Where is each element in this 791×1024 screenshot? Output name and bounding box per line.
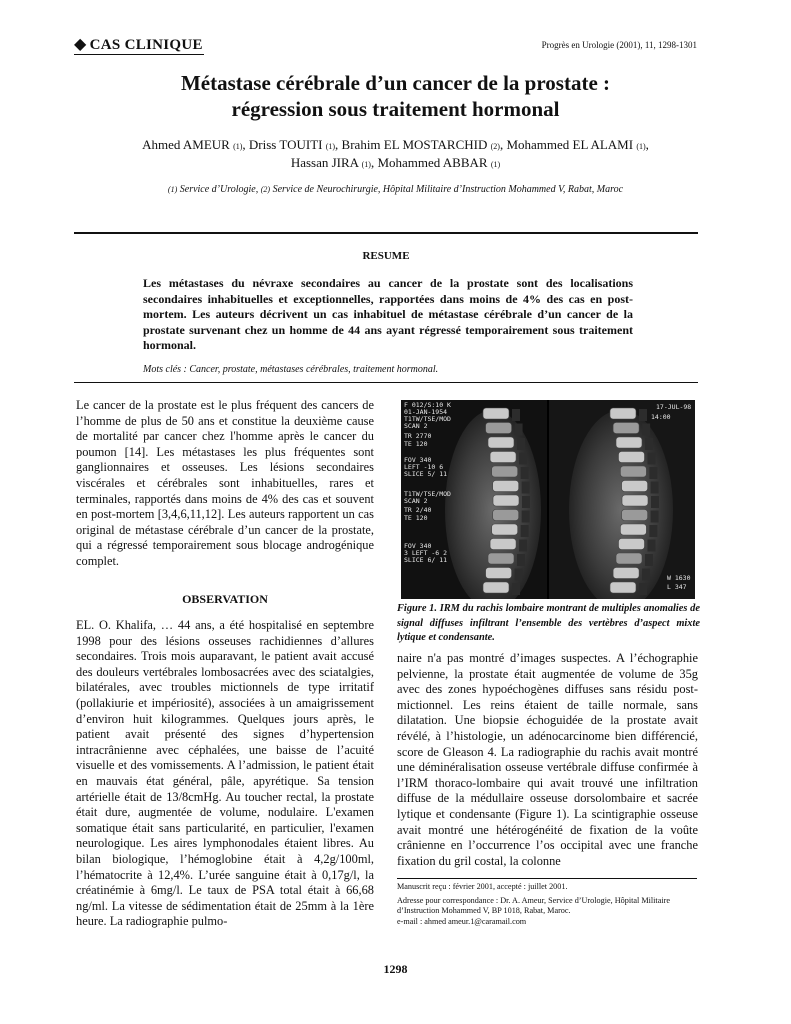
footnote-received: Manuscrit reçu : février 2001, accepté : juillet 2001. [397,882,568,891]
mri-overlay-text: FOV 340 [404,456,432,464]
author-affiliation: (1) [361,160,371,169]
affiliation-text: Service de Neurochirurgie, Hôpital Militaire d’Instruction Mohammed V, Rabat, Maroc [272,184,624,195]
figure-caption: Figure 1. IRM du rachis lombaire montrant de multiples anomalies de signal diffuses infiltrant l’ensemble des vertèbres d’aspect mixte lytique et condensante. [397,603,700,643]
section-tag [74,34,203,54]
author-name: Mohammed EL ALAMI [506,137,634,152]
abstract-divider [74,382,698,383]
mri-figure [401,400,695,599]
mri-overlay-text: T1TW/TSE/MOD [404,490,451,498]
author-name: Brahim EL MOSTARCHID [341,137,488,152]
affiliations [60,184,731,195]
mri-overlay-text: TE 120 [404,514,428,522]
keywords: Mots clés : Cancer, prostate, métastases cérébrales, traitement hormonal. [143,364,439,375]
author-name: Mohammed ABBAR [377,155,488,170]
mri-overlay-text: F 012/S:10 K [404,401,451,409]
affiliation-text: Service d’Urologie, [179,184,259,195]
mri-overlay-text: TR 2770 [404,432,432,440]
footnote-email: e-mail : ahmed ameur.1@caramail.com [397,917,527,926]
author-name: Ahmed AMEUR [142,137,230,152]
mri-overlay-text: SLICE 5/ 11 [404,470,448,478]
mri-overlay-text: SCAN 2 [404,497,428,505]
title-line-2: régression sous traitement hormonal [231,97,560,121]
mri-overlay-text: SCAN 2 [404,422,428,430]
mri-overlay-text: 3 LEFT -6 2 [404,549,448,557]
author-name: Hassan JIRA [290,155,359,170]
affiliation-number: (2) [260,185,271,194]
intro-paragraph: Le cancer de la prostate est le plus fréquent des cancers de l’homme de plus de 50 ans et constitue la deuxième cause de mortalité par cancer chez l'homme après le cancer du poumon [14]. Les métastases les plus fréquentes sont ganglionnaires et osseuses. Les lésions secondaires viscérales et cérébrales sont inhabituelles, rares et terminales, rapportés dans moins de 4% des cas et souvent en post-mortem [3,4,6,11,12]. Les auteurs rapportent un cas original de métastase cérébrale d’un cancer de la prostate, qui a régressé temporairement sous blocage androgénique complet. [76,398,374,568]
mri-date: 17-JUL-98 [656,403,692,411]
mri-overlay-text: LEFT -10 6 [404,463,444,471]
observation-paragraph: EL. O. Khalifa, … 44 ans, a été hospitalisé en septembre 1998 pour des lésions osseuses rachidiennes d’allures secondaires. Trois mois auparavant, le patient avait accusé des douleurs vertébrales lombosacrées avec des sciatalgies, bilatérales, avec troubles mictionnels de type irritatif (pollakiurie et impériosité), associées à un amaigrissement d’environ huit kilogrammes. Quelques jours après, le patient avait présenté des signes d’hypertension intracrânienne avec céphalées, une baisse de l’acuité visuelle et des vomissements. A l’admission, le patient était en mauvais état général, pâle, apyrétique. Sa tension artérielle était de 13/8cmHg. Au toucher rectal, la prostate était dure, augmentée de volume, nodulaire. L'examen somatique était sans particularité, en particulier, l'examen neurologique. Les aires lymphonodales étaient libres. Au bilan biologique, l’hémoglobine était à 4,2g/100ml, l’hématocrite à 12,4%. L’urée sanguine était à 0,17g/l, la créatinémie à 6mg/l. Le taux de PSA total était à 66,68 ng/ml. La vitesse de sédimentation était de 25mm à la 1ère heure. La radiographie pulmo- [76,618,374,929]
author-list: Ahmed AMEUR (1), Driss TOUITI (1), Brahim EL MOSTARCHID (2), Mohammed EL ALAMI (1), Hassan JIRA (1), Mohammed ABBAR (1) [142,137,649,170]
author-affiliation: (1) [490,160,501,169]
mri-level: L 347 [667,583,687,591]
diamond-icon: ◆ [74,36,87,53]
mri-overlay-text: 01-JAN-1954 [404,408,448,416]
author-affiliation: (1) [233,142,243,151]
abstract-text: Les métastases du névraxe secondaires au cancer de la prostate sont des localisations secondaires inhabituelles et exceptionnelles, rapportées dans moins de 4% des cas en post-mortem. Les auteurs décrivent un cas inhabituel de métastase cérébrale d’un cancer de la prostate survenant chez un homme de 44 ans ayant régressé temporairement sous traitement hormonal. [143,276,633,352]
mri-time: 14:00 [651,413,671,421]
footnote-divider [397,878,697,879]
page-number: 1298 [383,962,408,976]
mri-image [401,400,695,599]
abstract-heading: RESUME [362,250,410,262]
mri-window: W 1630 [667,574,691,582]
author-affiliation: (1) [325,142,336,151]
journal-reference: Progrès en Urologie (2001), 11, 1298-1301 [541,40,697,50]
author-name: Driss TOUITI [248,137,323,152]
observation-heading: OBSERVATION [182,592,268,606]
section-label: CAS CLINIQUE [89,37,203,53]
header-divider [74,232,698,234]
continuation-paragraph: naire n'a pas montré d’images suspectes. A l’échographie pelvienne, la prostate était augmentée de volume de 35g avec des zones hypoéchogènes diffuses sans résidu post-mictionnel. Les reins étaient de taille normale, sans dilatation. Une biopsie échoguidée de la prostate avait révélé, à l’histologie, un adénocarcinome bien différencié, score de Gleason 4. La radiographie du rachis avait montré une déminéralisation osseuse vertébrale diffuse confirmée à l’IRM thoraco-lombaire qui avait trouvé une infiltration diffuse de la médullaire osseuse dorsolombaire et sacrée lytique et condensante (Figure 1). La scintigraphie osseuse avait montré une hétérogénéité de fixation de la voûte crânienne en l’occurrence l’os occipital avec une franche fixation du gril costal, la colonne [397,651,698,868]
mri-overlay-text: FOV 340 [404,542,432,550]
author-affiliation: (2) [490,142,500,151]
title-line-1: Métastase cérébrale d’un cancer de la prostate : [180,71,611,95]
mri-overlay-text: TR 2/40 [404,506,432,514]
mri-overlay-text: T1TW/TSE/MOD [404,415,451,423]
mri-overlay-text: SLICE 6/ 11 [404,556,448,564]
author-affiliation: (1) [636,142,646,151]
affiliation-number: (1) [167,185,178,194]
section-underline [74,54,204,55]
mri-overlay-text: TE 120 [404,440,428,448]
footnote-address: Adresse pour correspondance : Dr. A. Ameur, Service d’Urologie, Hôpital Militaire d’Instruction Mohammed V, BP 1018, Rabat, Maroc. [397,896,670,915]
article-title [60,70,731,122]
